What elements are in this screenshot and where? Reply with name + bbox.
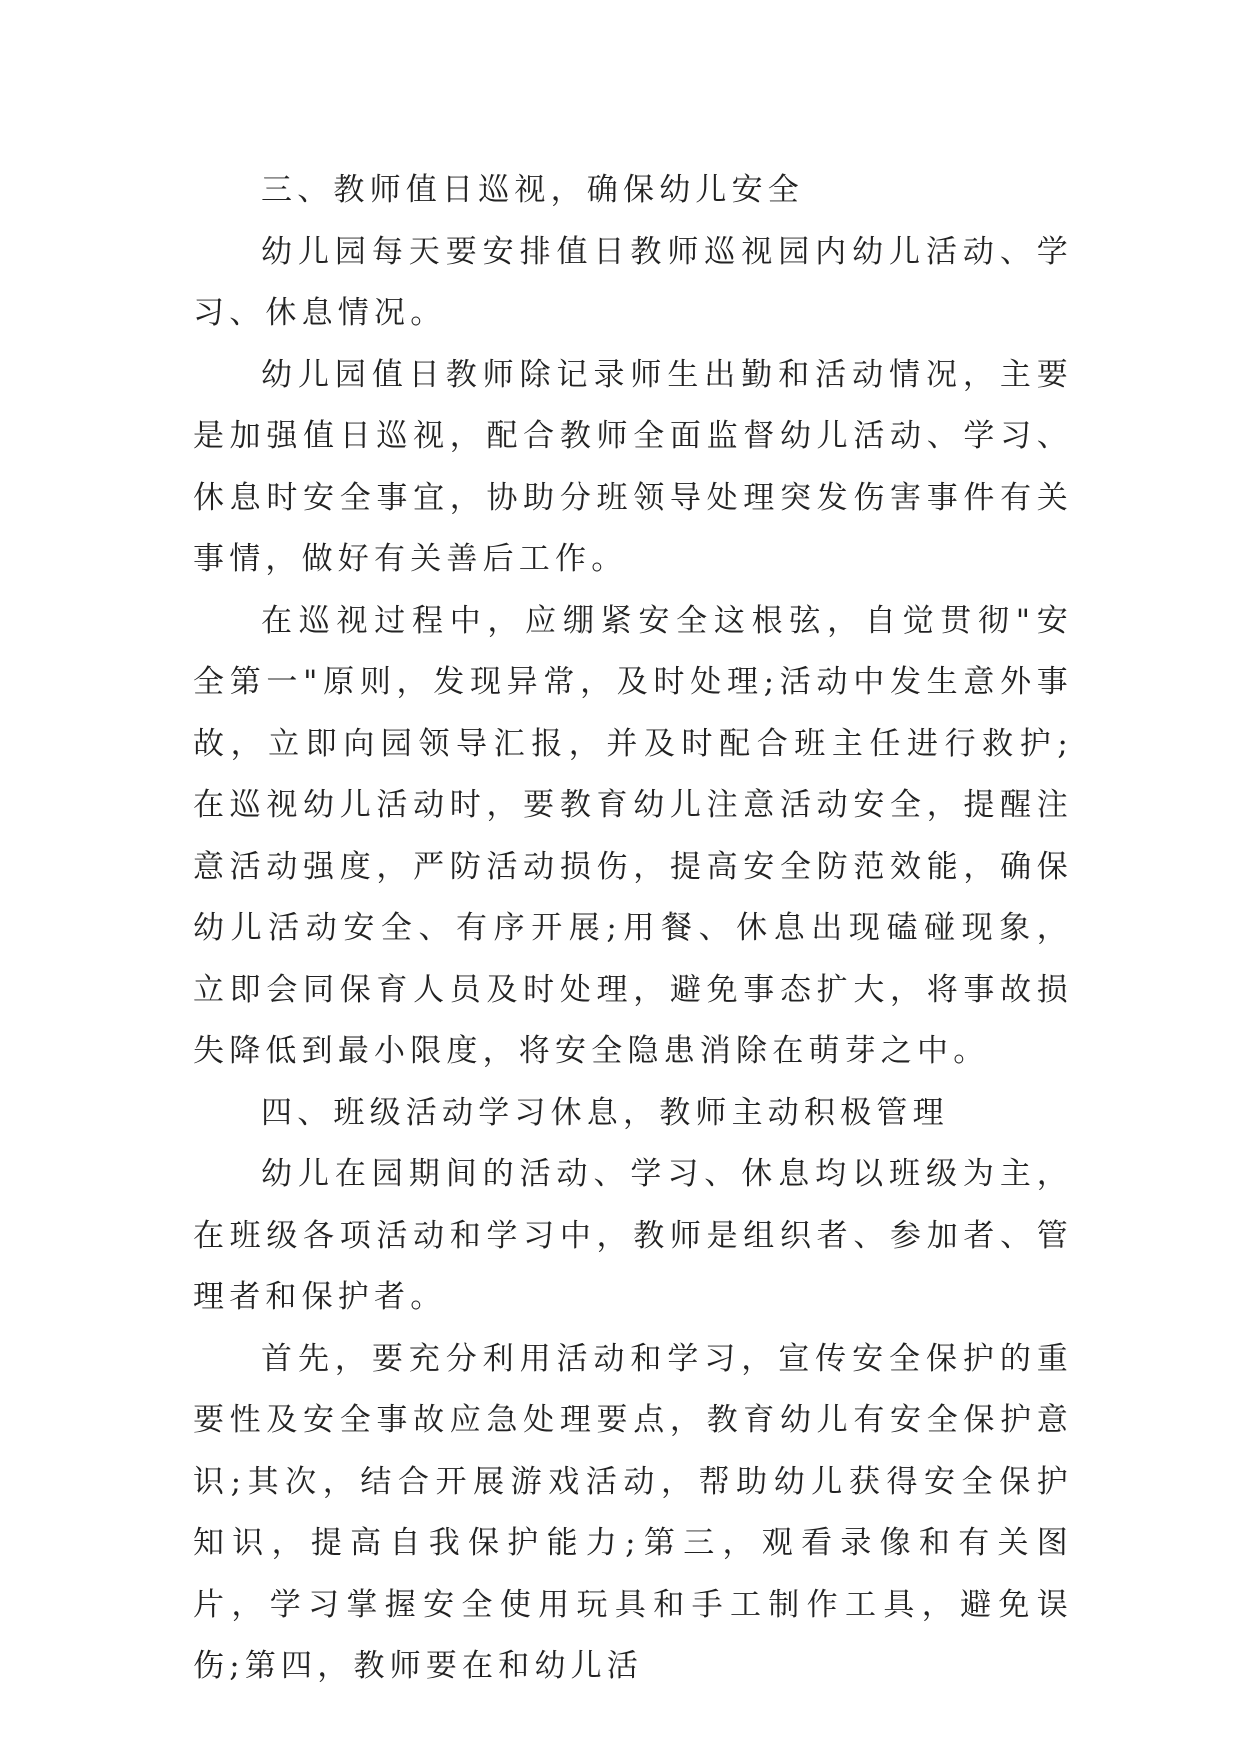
paragraph-safety-education: 首先，要充分利用活动和学习，宣传安全保护的重要性及安全事故应急处理要点，教育幼儿有安全保护意识;其次，结合开展游戏活动，帮助幼儿获得安全保护知识，提高自我保护能力;第三，观看录像和有关图片，学习掌握安全使用玩具和手工制作工具，避免误伤;第四，教师要在和幼儿活	[193, 1340, 1073, 1684]
paragraph-class-activities: 幼儿在园期间的活动、学习、休息均以班级为主，在班级各项活动和学习中，教师是组织者、参加者、管理者和保护者。	[193, 1156, 1073, 1315]
section-heading-four: 四、班级活动学习休息，教师主动积极管理	[261, 1094, 949, 1131]
paragraph-duty-teacher: 幼儿园值日教师除记录师生出勤和活动情况，主要是加强值日巡视，配合教师全面监督幼儿活动、学习、休息时安全事宜，协助分班领导处理突发伤害事件有关事情，做好有关善后工作。	[193, 356, 1073, 577]
section-heading-three: 三、教师值日巡视，确保幼儿安全	[261, 172, 804, 208]
paragraph-patrol-process: 在巡视过程中，应绷紧安全这根弦，自觉贯彻"安全第一"原则，发现异常，及时处理;活动中发生意外事故，立即向园领导汇报，并及时配合班主任进行救护;在巡视幼儿活动时，要教育幼儿注意活动安全，提醒注意活动强度，严防活动损伤，提高安全防范效能，确保幼儿活动安全、有序开展;用餐、休息出现磕碰现象，立即会同保育人员及时处理，避免事态扩大，将事故损失降低到最小限度，将安全隐患消除在萌芽之中。	[193, 602, 1073, 1069]
document-body	[193, 160, 1073, 1698]
paragraph-daily-patrol: 幼儿园每天要安排值日教师巡视园内幼儿活动、学习、休息情况。	[193, 233, 1073, 331]
